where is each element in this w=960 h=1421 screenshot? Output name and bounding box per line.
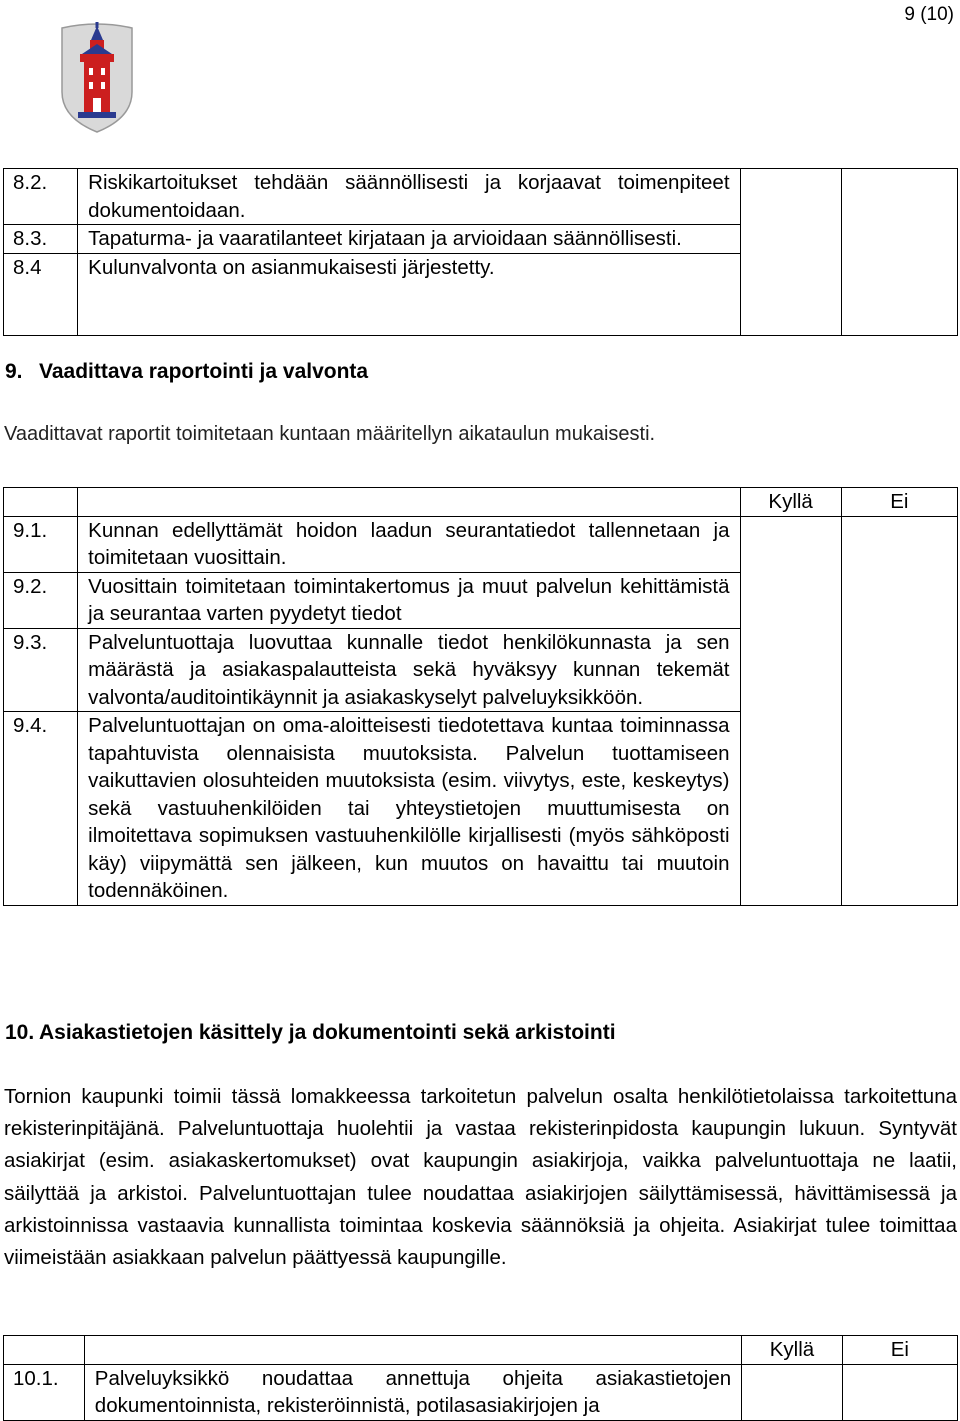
row-number: 9.4. [4,712,78,906]
col-header-no: Ei [841,488,957,517]
section10-paragraph: Tornion kaupunki toimii tässä lomakkeessa tarkoitetun palvelun osalta henkilötietolaissa tarkoitettuna rekisterinpitäjänä. Palveluntuottaja huolehtii ja vastaa rekisterinpidosta kaupungin lukuun. Syntyvät asiakirjat (esim. asiakaskertomukset) ovat kaupungin asiakirjoja, vaikka palveluntuottaja ne laatii, säilyttää ja arkistoi. Palveluntuottajan tulee noudattaa asiakirjojen säilyttämisessä, hävittämisessä ja arkistoinnissa vastaavia kunnallista toimintaa koskevia säännöksiä ja ohjeita. Asiakirjat tulee toimittaa viimeistään asiakkaan palvelun päättyessä kaupungille. [4,1085,957,1270]
header-blank [78,488,740,517]
no-cell[interactable] [842,1364,957,1420]
row-text: Kunnan edellyttämät hoidon laadun seurantatiedot tallennetaan ja toimitetaan vuosittain. [78,516,740,572]
row-number: 8.4 [4,253,78,335]
header-blank [84,1336,741,1365]
row-text: Kulunvalvonta on asianmukaisesti järjestetty. [78,253,740,335]
section9-intro: Vaadittavat raportit toimitetaan kuntaan määritellyn aikataulun mukaisesti. [4,423,656,445]
yes-cell[interactable] [740,169,841,336]
row-text: Vuosittain toimitetaan toimintakertomus ja muut palvelun kehittämistä ja seurantaa varten pyydetyt tiedot [78,572,740,628]
row-number: 9.3. [4,628,78,712]
row-text: Palveluyksikkö noudattaa annettuja ohjeita asiakastietojen dokumentoinnista, rekisteröinnistä, potilasasiakirjojen ja [84,1364,741,1420]
yes-cell[interactable] [742,1364,843,1420]
section10-table [3,1335,958,1421]
header-blank [4,1336,85,1365]
row-text: Tapaturma- ja vaaratilanteet kirjataan ja arvioidaan säännöllisesti. [78,225,740,254]
section10-title: Asiakastietojen käsittely ja dokumentointi sekä arkistointi [39,1021,616,1044]
row-number: 9.2. [4,572,78,628]
row-number: 9.1. [4,516,78,572]
row-text: Palveluntuottajan on oma-aloitteisesti tiedotettava kuntaa toiminnassa tapahtuvista olennaisista muutoksista. Palvelun tuottamiseen vaikuttavien olosuhteiden muutoksista (esim. viivytys, este, keskeytys) sekä vastuuhenkilöiden tai yhteystietojen muuttumisesta on ilmoitettava sopimuksen vastuuhenkilölle kirjallisesti (myös sähköposti käy) viipymättä sen jälkeen, kun muutos on havaittu tai muutoin todennäköinen. [78,712,740,906]
yes-cell[interactable] [740,516,841,905]
section9-table [3,487,958,906]
section8-table [3,168,958,336]
row-number: 8.2. [4,169,78,225]
col-header-yes: Kyllä [742,1336,843,1365]
row-number: 10.1. [4,1364,85,1420]
section9-heading [5,360,368,384]
table-row [4,1364,958,1420]
section10-number: 10. [5,1021,35,1044]
row-number: 8.3. [4,225,78,254]
no-cell[interactable] [841,516,957,905]
table-row [4,169,958,225]
table-row [4,516,958,572]
page-number: 9 (10) [904,4,954,25]
section9-title: Vaadittava raportointi ja valvonta [39,360,369,383]
table-header-row [4,1336,958,1365]
col-header-yes: Kyllä [740,488,841,517]
col-header-no: Ei [842,1336,957,1365]
section10-heading [5,1021,616,1045]
header-blank [4,488,78,517]
coat-of-arms-logo [58,22,136,134]
table-header-row [4,488,958,517]
row-text: Riskikartoitukset tehdään säännöllisesti ja korjaavat toimenpiteet dokumentoidaan. [78,169,740,225]
no-cell[interactable] [841,169,957,336]
section9-number: 9. [5,360,23,383]
row-text: Palveluntuottaja luovuttaa kunnalle tiedot henkilökunnasta ja sen määrästä ja asiakaspalautteista sekä hyväksyy kunnan tekemät valvonta/auditointikäynnit ja asiakaskyselyt palveluyksikköön. [78,628,740,712]
